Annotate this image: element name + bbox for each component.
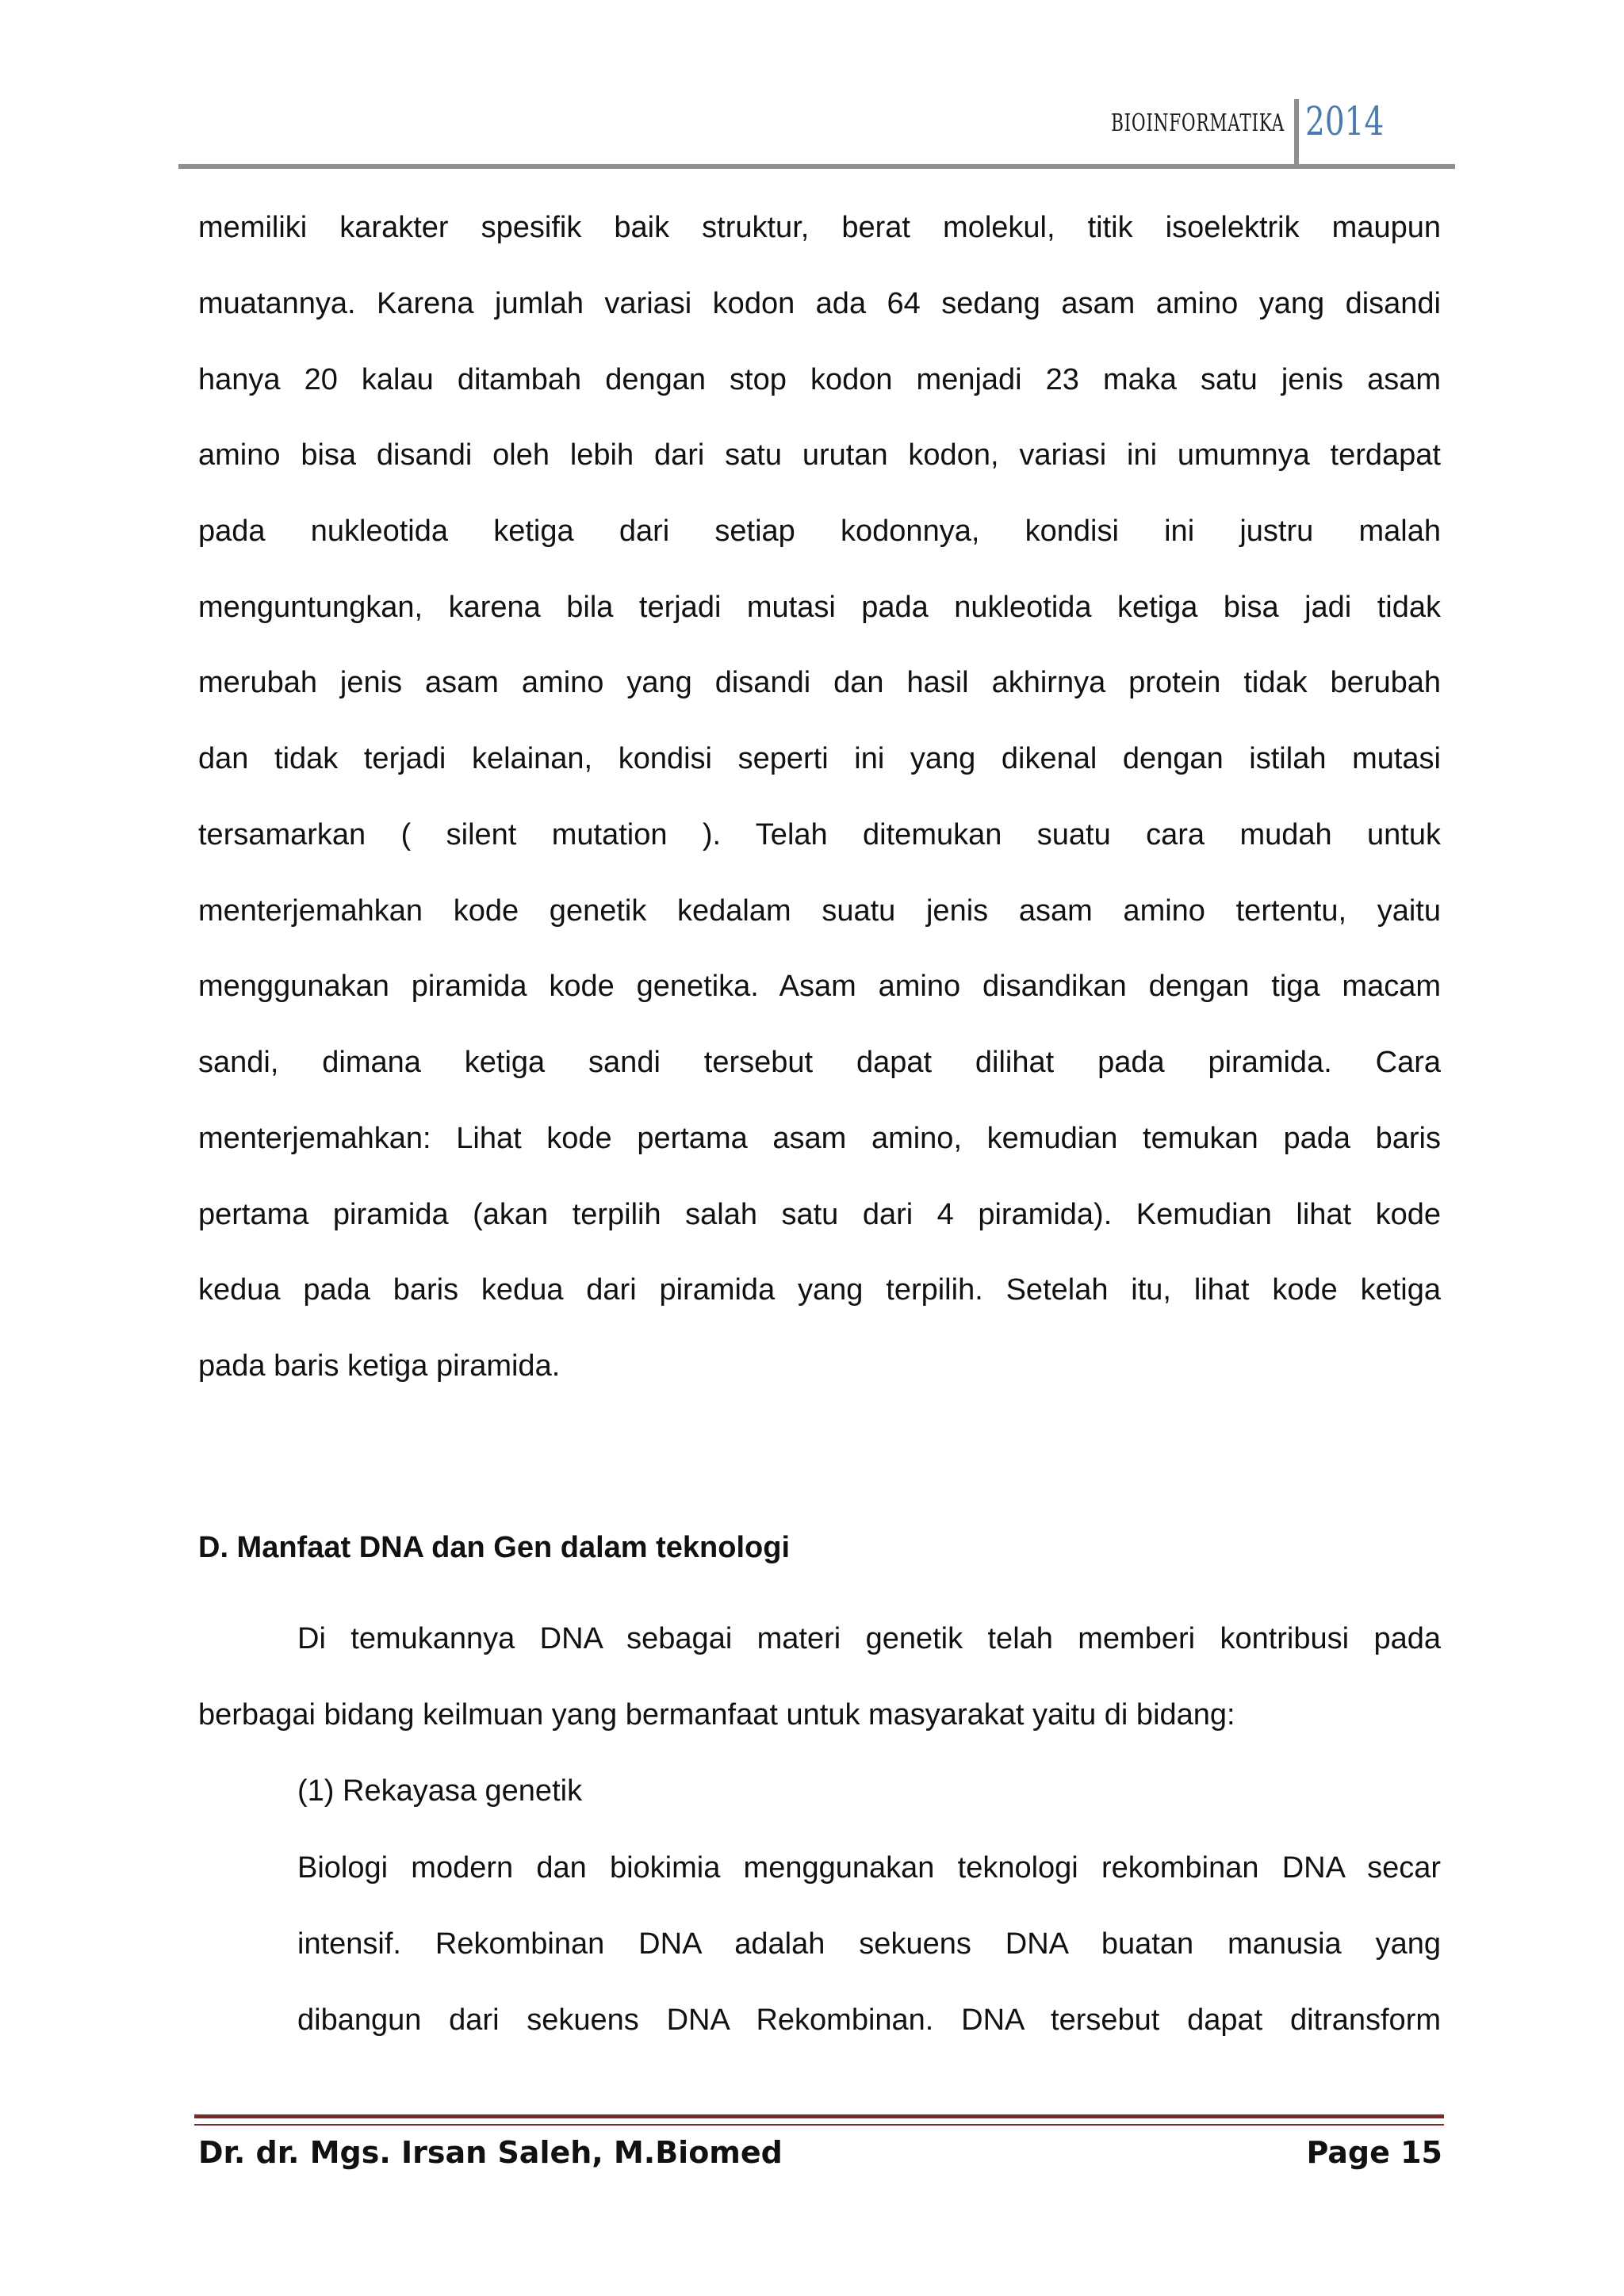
paragraph-line: kedua pada baris kedua dari piramida yang terpilih. Setelah itu, lihat kode ketiga xyxy=(198,1273,1441,1307)
paragraph-line: dibangun dari sekuens DNA Rekombinan. DNA tersebut dapat ditransform xyxy=(297,2003,1441,2037)
paragraph-line: memiliki karakter spesifik baik struktur, berat molekul, titik isoelektrik maupun xyxy=(198,211,1441,244)
paragraph-line: hanya 20 kalau ditambah dengan stop kodon menjadi 23 maka satu jenis asam xyxy=(198,363,1441,396)
paragraph-line: sandi, dimana ketiga sandi tersebut dapat dilihat pada piramida. Cara xyxy=(198,1046,1441,1079)
header-divider xyxy=(1294,99,1299,164)
paragraph-line: Biologi modern dan biokimia menggunakan teknologi rekombinan DNA secar xyxy=(297,1851,1441,1885)
paragraph-line: tersamarkan ( silent mutation ). Telah ditemukan suatu cara mudah untuk xyxy=(198,818,1441,851)
page-header xyxy=(0,0,1624,174)
footer-rule xyxy=(194,2114,1444,2118)
header-year: 2014 xyxy=(1305,98,1385,144)
paragraph-line: berbagai bidang keilmuan yang bermanfaat untuk masyarakat yaitu di bidang: xyxy=(198,1698,1235,1732)
header-rule xyxy=(178,164,1455,169)
paragraph-line: pertama piramida (akan terpilih salah satu dari 4 piramida). Kemudian lihat kode xyxy=(198,1198,1441,1231)
section-heading: D. Manfaat DNA dan Gen dalam teknologi xyxy=(198,1531,791,1564)
page-number: Page 15 xyxy=(1306,2135,1442,2170)
header-title: BIOINFORMATIKA xyxy=(1111,109,1285,137)
paragraph-line: menterjemahkan: Lihat kode pertama asam amino, kemudian temukan pada baris xyxy=(198,1122,1441,1155)
paragraph-line: pada baris ketiga piramida. xyxy=(198,1349,561,1383)
paragraph-line: intensif. Rekombinan DNA adalah sekuens DNA buatan manusia yang xyxy=(297,1927,1441,1961)
footer-author: Dr. dr. Mgs. Irsan Saleh, M.Biomed xyxy=(198,2135,783,2170)
paragraph-line: menggunakan piramida kode genetika. Asam amino disandikan dengan tiga macam xyxy=(198,970,1441,1003)
paragraph-line: merubah jenis asam amino yang disandi dan hasil akhirnya protein tidak berubah xyxy=(198,666,1441,699)
paragraph-line: pada nukleotida ketiga dari setiap kodonnya, kondisi ini justru malah xyxy=(198,515,1441,548)
paragraph-line: dan tidak terjadi kelainan, kondisi seperti ini yang dikenal dengan istilah mutasi xyxy=(198,742,1441,775)
paragraph-line: Di temukannya DNA sebagai materi genetik telah memberi kontribusi pada xyxy=(297,1622,1441,1655)
paragraph-line: menterjemahkan kode genetik kedalam suatu jenis asam amino tertentu, yaitu xyxy=(198,894,1441,928)
paragraph-line: amino bisa disandi oleh lebih dari satu urutan kodon, variasi ini umumnya terdapat xyxy=(198,438,1441,472)
paragraph-line: muatannya. Karena jumlah variasi kodon ada 64 sedang asam amino yang disandi xyxy=(198,287,1441,320)
paragraph-line: menguntungkan, karena bila terjadi mutasi pada nukleotida ketiga bisa jadi tidak xyxy=(198,591,1441,624)
list-item: (1) Rekayasa genetik xyxy=(297,1774,583,1808)
footer-rule-thin xyxy=(194,2124,1444,2126)
